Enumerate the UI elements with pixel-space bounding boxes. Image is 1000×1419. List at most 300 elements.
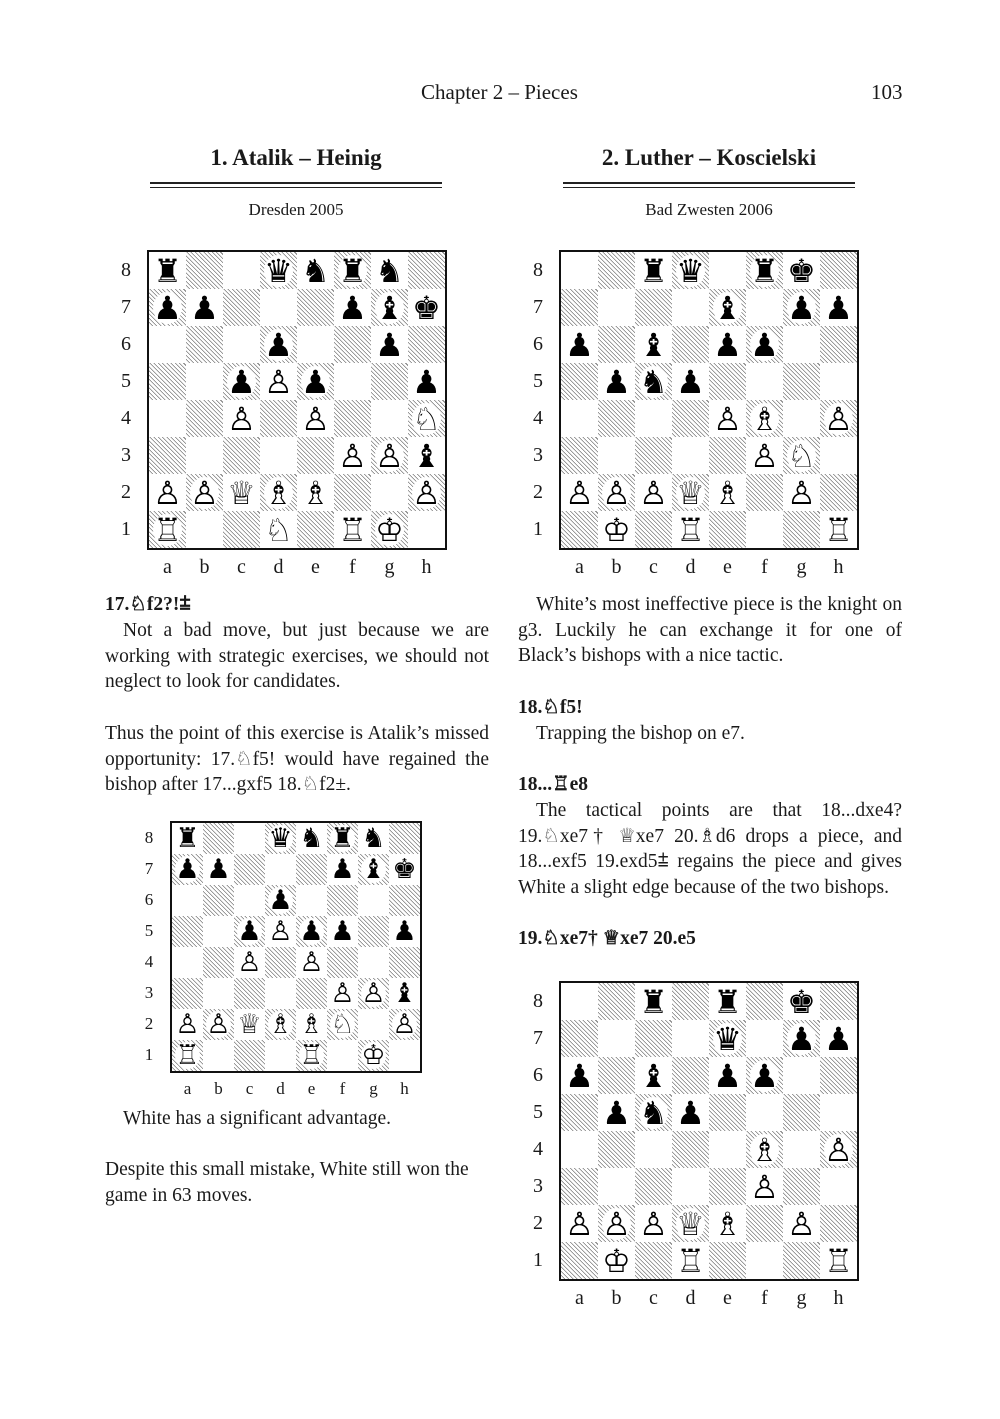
white-pawn-icon: ♙ <box>392 1009 417 1040</box>
black-bishop-icon: ♝ <box>639 325 668 364</box>
rank-label: 3 <box>121 443 131 466</box>
black-knight-icon: ♞ <box>639 1093 668 1132</box>
white-pawn-icon: ♙ <box>268 916 293 947</box>
file-label: e <box>307 1079 316 1098</box>
file-label: c <box>245 1079 254 1098</box>
file-label: e <box>311 556 320 578</box>
white-pawn-icon: ♙ <box>153 473 182 512</box>
square-b1 <box>186 511 223 548</box>
file-label: d <box>685 1287 696 1309</box>
square-a1 <box>561 1242 598 1279</box>
file-label: g <box>369 1079 378 1098</box>
square-g1 <box>783 511 820 548</box>
square-d4 <box>260 400 297 437</box>
black-rook-icon: ♜ <box>175 823 200 854</box>
white-bishop-icon: ♗ <box>264 473 293 512</box>
square-b6 <box>598 1057 635 1094</box>
file-label: g <box>796 556 807 578</box>
white-king-icon: ♔ <box>361 1040 386 1071</box>
rank-label: 7 <box>144 859 154 879</box>
move-heading-18-black: 18...♖e8 <box>518 774 589 795</box>
square-a3 <box>172 978 203 1009</box>
square-c1 <box>635 1242 672 1279</box>
white-rook-icon: ♖ <box>153 510 182 549</box>
square-c7 <box>635 289 672 326</box>
white-knight-icon: ♘ <box>330 1009 355 1040</box>
file-label: h <box>421 556 432 578</box>
file-label: f <box>761 556 768 578</box>
square-h2 <box>820 1205 857 1242</box>
square-g4 <box>358 947 389 978</box>
square-c7 <box>635 1020 672 1057</box>
black-bishop-icon: ♝ <box>412 436 441 475</box>
black-pawn-icon: ♟ <box>713 1056 742 1095</box>
game1-rule <box>150 182 442 184</box>
square-c1 <box>223 511 260 548</box>
square-g2 <box>358 1009 389 1040</box>
rank-label: 5 <box>533 369 543 392</box>
square-a3 <box>561 437 598 474</box>
square-d7 <box>672 1020 709 1057</box>
square-c1 <box>635 511 672 548</box>
black-rook-icon: ♜ <box>639 251 668 290</box>
black-queen-icon: ♛ <box>676 251 705 290</box>
square-e8 <box>709 252 746 289</box>
page-number: 103 <box>871 80 903 104</box>
black-knight-icon: ♞ <box>301 251 330 290</box>
square-d4 <box>265 947 296 978</box>
square-e5 <box>709 363 746 400</box>
file-label: a <box>575 1287 584 1309</box>
rank-label: 7 <box>121 295 131 318</box>
square-h8 <box>820 983 857 1020</box>
black-pawn-icon: ♟ <box>787 1019 816 1058</box>
file-label: a <box>163 556 172 578</box>
square-b6 <box>203 885 234 916</box>
black-pawn-icon: ♟ <box>750 325 779 364</box>
square-b8 <box>598 983 635 1020</box>
square-h8 <box>408 252 445 289</box>
white-bishop-icon: ♗ <box>713 1204 742 1243</box>
square-a3 <box>149 437 186 474</box>
square-e3 <box>709 1168 746 1205</box>
white-queen-icon: ♕ <box>676 1204 705 1243</box>
square-d7 <box>260 289 297 326</box>
rank-label: 2 <box>533 480 543 503</box>
square-c1 <box>234 1040 265 1071</box>
square-d3 <box>672 1168 709 1205</box>
black-pawn-icon: ♟ <box>338 288 367 327</box>
rank-label: 1 <box>533 517 543 540</box>
square-c7 <box>234 854 265 885</box>
square-g2 <box>371 474 408 511</box>
rank-label: 6 <box>144 890 154 910</box>
game1-place: Dresden 2005 <box>248 200 344 219</box>
file-label: a <box>575 556 584 578</box>
white-bishop-icon: ♗ <box>268 1009 293 1040</box>
square-f5 <box>334 363 371 400</box>
rank-label: 5 <box>144 921 154 941</box>
white-pawn-icon: ♙ <box>206 1009 231 1040</box>
black-bishop-icon: ♝ <box>713 288 742 327</box>
black-pawn-icon: ♟ <box>392 916 417 947</box>
square-f5 <box>746 1094 783 1131</box>
black-bishop-icon: ♝ <box>375 288 404 327</box>
rank-label: 6 <box>533 332 543 355</box>
white-pawn-icon: ♙ <box>237 947 262 978</box>
file-label: h <box>833 1287 844 1309</box>
black-pawn-icon: ♟ <box>190 288 219 327</box>
square-a5 <box>172 916 203 947</box>
black-pawn-icon: ♟ <box>676 362 705 401</box>
chessboard <box>559 250 859 550</box>
white-pawn-icon: ♙ <box>639 473 668 512</box>
square-b3 <box>598 437 635 474</box>
square-e3 <box>709 437 746 474</box>
black-knight-icon: ♞ <box>639 362 668 401</box>
black-pawn-icon: ♟ <box>602 362 631 401</box>
rank-label: 2 <box>121 480 131 503</box>
rank-label: 8 <box>533 258 543 281</box>
chessboard <box>559 981 859 1281</box>
square-f6 <box>334 326 371 363</box>
white-pawn-icon: ♙ <box>375 436 404 475</box>
chessboard <box>170 821 422 1073</box>
square-b6 <box>186 326 223 363</box>
file-label: c <box>649 1287 658 1309</box>
file-label: b <box>199 556 210 578</box>
white-knight-icon: ♘ <box>264 510 293 549</box>
square-b3 <box>203 978 234 1009</box>
rank-label: 3 <box>533 1174 543 1197</box>
black-queen-icon: ♛ <box>264 251 293 290</box>
rank-label: 4 <box>144 952 154 972</box>
square-e7 <box>296 854 327 885</box>
square-h8 <box>389 823 420 854</box>
square-a8 <box>561 983 598 1020</box>
square-g6 <box>783 1057 820 1094</box>
black-pawn-icon: ♟ <box>602 1093 631 1132</box>
square-d4 <box>672 1131 709 1168</box>
square-g1 <box>783 1242 820 1279</box>
square-e1 <box>297 511 334 548</box>
file-label: b <box>214 1079 223 1098</box>
file-label: f <box>339 1079 346 1098</box>
white-bishop-icon: ♗ <box>299 1009 324 1040</box>
rank-label: 5 <box>533 1100 543 1123</box>
square-b4 <box>598 400 635 437</box>
file-label: f <box>349 556 356 578</box>
rank-label: 7 <box>533 1026 543 1049</box>
square-g6 <box>358 885 389 916</box>
black-pawn-icon: ♟ <box>713 325 742 364</box>
square-f2 <box>746 474 783 511</box>
square-d6 <box>672 1057 709 1094</box>
black-pawn-icon: ♟ <box>330 916 355 947</box>
white-pawn-icon: ♙ <box>330 978 355 1009</box>
white-pawn-icon: ♙ <box>264 362 293 401</box>
black-rook-icon: ♜ <box>750 251 779 290</box>
white-king-icon: ♔ <box>375 510 404 549</box>
file-label: b <box>611 1287 622 1309</box>
square-g3 <box>783 1168 820 1205</box>
chapter-title: Chapter 2 – Pieces <box>421 80 578 104</box>
square-a5 <box>561 363 598 400</box>
square-f2 <box>334 474 371 511</box>
white-bishop-icon: ♗ <box>713 473 742 512</box>
file-label: d <box>273 556 284 578</box>
square-g5 <box>783 1094 820 1131</box>
square-b4 <box>598 1131 635 1168</box>
square-f7 <box>746 1020 783 1057</box>
square-b4 <box>203 947 234 978</box>
square-g4 <box>783 400 820 437</box>
white-queen-icon: ♕ <box>676 473 705 512</box>
square-e1 <box>709 1242 746 1279</box>
square-h3 <box>820 1168 857 1205</box>
rank-label: 3 <box>144 983 154 1003</box>
white-pawn-icon: ♙ <box>227 399 256 438</box>
white-bishop-icon: ♗ <box>750 399 779 438</box>
square-c7 <box>223 289 260 326</box>
square-f8 <box>746 983 783 1020</box>
white-pawn-icon: ♙ <box>750 436 779 475</box>
square-e5 <box>709 1094 746 1131</box>
black-rook-icon: ♜ <box>713 982 742 1021</box>
game2-place: Bad Zwesten 2006 <box>645 200 773 219</box>
square-g4 <box>783 1131 820 1168</box>
square-g6 <box>783 326 820 363</box>
rank-label: 6 <box>121 332 131 355</box>
square-b8 <box>598 252 635 289</box>
white-pawn-icon: ♙ <box>412 473 441 512</box>
square-f2 <box>746 1205 783 1242</box>
rank-label: 5 <box>121 369 131 392</box>
square-g4 <box>371 400 408 437</box>
square-h5 <box>820 1094 857 1131</box>
black-pawn-icon: ♟ <box>750 1056 779 1095</box>
square-g5 <box>371 363 408 400</box>
black-bishop-icon: ♝ <box>361 854 386 885</box>
white-queen-icon: ♕ <box>227 473 256 512</box>
white-rook-icon: ♖ <box>338 510 367 549</box>
white-rook-icon: ♖ <box>175 1040 200 1071</box>
square-d7 <box>265 854 296 885</box>
square-f4 <box>327 947 358 978</box>
square-h4 <box>389 947 420 978</box>
rank-label: 1 <box>533 1248 543 1271</box>
square-d7 <box>672 289 709 326</box>
square-h6 <box>408 326 445 363</box>
square-a3 <box>561 1168 598 1205</box>
square-f4 <box>334 400 371 437</box>
square-h6 <box>820 326 857 363</box>
file-label: a <box>183 1079 192 1098</box>
file-label: d <box>685 556 696 578</box>
black-pawn-icon: ♟ <box>676 1093 705 1132</box>
black-rook-icon: ♜ <box>330 823 355 854</box>
game2-rule <box>563 182 855 184</box>
white-bishop-icon: ♗ <box>750 1130 779 1169</box>
square-a4 <box>149 400 186 437</box>
black-bishop-icon: ♝ <box>639 1056 668 1095</box>
square-d3 <box>260 437 297 474</box>
rank-label: 1 <box>144 1045 154 1065</box>
file-label: g <box>796 1287 807 1309</box>
move-heading-19: 19.♘xe7† ♕xe7 20.e5 <box>518 928 696 949</box>
white-pawn-icon: ♙ <box>301 399 330 438</box>
square-a4 <box>561 1131 598 1168</box>
white-rook-icon: ♖ <box>824 1241 853 1280</box>
game1-paragraph-2: Thus the point of this exercise is Atalik’s missed opportunity: 17.♘f5! would have regained the bishop after 17...gxf5 18.♘f2±. <box>105 723 489 795</box>
file-label: c <box>237 556 246 578</box>
chessboard <box>147 250 447 550</box>
square-f1 <box>746 1242 783 1279</box>
square-d3 <box>672 437 709 474</box>
black-knight-icon: ♞ <box>375 251 404 290</box>
white-rook-icon: ♖ <box>824 510 853 549</box>
white-pawn-icon: ♙ <box>639 1204 668 1243</box>
square-d6 <box>672 326 709 363</box>
square-e6 <box>297 326 334 363</box>
game2-paragraph-3: The tactical points are that 18...dxe4? 19.♘xe7† ♕xe7 20.♗d6 drops a piece, and 18...exf5 19.exd5⩲ regains the piece and gives White a slight edge because of the two bishops. <box>518 800 902 898</box>
black-king-icon: ♚ <box>787 251 816 290</box>
black-pawn-icon: ♟ <box>824 1019 853 1058</box>
rank-label: 8 <box>144 828 154 848</box>
game2-paragraph-1: White’s most ineffective piece is the knight on g3. Luckily he can exchange it for one of Black’s bishops with a nice tactic. <box>518 594 902 666</box>
square-f6 <box>327 885 358 916</box>
white-king-icon: ♔ <box>602 510 631 549</box>
black-pawn-icon: ♟ <box>206 854 231 885</box>
square-a4 <box>561 400 598 437</box>
square-f1 <box>746 511 783 548</box>
white-rook-icon: ♖ <box>676 1241 705 1280</box>
square-e6 <box>296 885 327 916</box>
square-b8 <box>186 252 223 289</box>
square-e3 <box>297 437 334 474</box>
game1-paragraph-3: Despite this small mistake, White still won the game in 63 moves. <box>105 1159 469 1206</box>
rank-label: 4 <box>533 1137 543 1160</box>
square-c6 <box>223 326 260 363</box>
black-pawn-icon: ♟ <box>299 916 324 947</box>
black-queen-icon: ♛ <box>713 1019 742 1058</box>
square-c3 <box>223 437 260 474</box>
square-b1 <box>203 1040 234 1071</box>
square-h3 <box>820 437 857 474</box>
square-b7 <box>598 289 635 326</box>
square-a1 <box>561 511 598 548</box>
move-heading-17: 17.♘f2?!⩲ <box>105 594 191 615</box>
black-pawn-icon: ♟ <box>824 288 853 327</box>
black-pawn-icon: ♟ <box>301 362 330 401</box>
black-pawn-icon: ♟ <box>227 362 256 401</box>
black-knight-icon: ♞ <box>299 823 324 854</box>
black-bishop-icon: ♝ <box>392 978 417 1009</box>
square-e4 <box>709 1131 746 1168</box>
game1-rule-thin <box>150 187 442 188</box>
square-b8 <box>203 823 234 854</box>
white-knight-icon: ♘ <box>412 399 441 438</box>
square-c8 <box>234 823 265 854</box>
white-bishop-icon: ♗ <box>301 473 330 512</box>
black-pawn-icon: ♟ <box>175 854 200 885</box>
square-h1 <box>408 511 445 548</box>
square-a7 <box>561 1020 598 1057</box>
game1-title: 1. Atalik – Heinig <box>210 145 382 170</box>
move-heading-18: 18.♘f5! <box>518 697 583 718</box>
square-a7 <box>561 289 598 326</box>
white-rook-icon: ♖ <box>676 510 705 549</box>
white-pawn-icon: ♙ <box>299 947 324 978</box>
square-d1 <box>265 1040 296 1071</box>
square-a6 <box>149 326 186 363</box>
square-a6 <box>172 885 203 916</box>
black-king-icon: ♚ <box>392 854 417 885</box>
square-c3 <box>635 437 672 474</box>
square-d3 <box>265 978 296 1009</box>
black-pawn-icon: ♟ <box>264 325 293 364</box>
square-e3 <box>296 978 327 1009</box>
black-king-icon: ♚ <box>787 982 816 1021</box>
file-label: e <box>723 556 732 578</box>
square-a8 <box>561 252 598 289</box>
black-king-icon: ♚ <box>412 288 441 327</box>
square-b7 <box>598 1020 635 1057</box>
black-rook-icon: ♜ <box>639 982 668 1021</box>
rank-label: 6 <box>533 1063 543 1086</box>
square-h6 <box>389 885 420 916</box>
file-label: d <box>276 1079 285 1098</box>
square-g5 <box>358 916 389 947</box>
square-e7 <box>297 289 334 326</box>
square-c8 <box>223 252 260 289</box>
file-label: g <box>384 556 395 578</box>
white-pawn-icon: ♙ <box>602 473 631 512</box>
square-b6 <box>598 326 635 363</box>
square-a4 <box>172 947 203 978</box>
square-h8 <box>820 252 857 289</box>
black-pawn-icon: ♟ <box>565 325 594 364</box>
black-queen-icon: ♛ <box>268 823 293 854</box>
game2-rule-thin <box>563 187 855 188</box>
black-pawn-icon: ♟ <box>565 1056 594 1095</box>
black-rook-icon: ♜ <box>338 251 367 290</box>
rank-label: 1 <box>121 517 131 540</box>
square-f7 <box>746 289 783 326</box>
white-pawn-icon: ♙ <box>713 399 742 438</box>
game2-title: 2. Luther – Koscielski <box>601 145 817 170</box>
square-b5 <box>203 916 234 947</box>
file-label: h <box>833 556 844 578</box>
square-h6 <box>820 1057 857 1094</box>
white-pawn-icon: ♙ <box>750 1167 779 1206</box>
square-g5 <box>783 363 820 400</box>
square-c4 <box>635 1131 672 1168</box>
black-pawn-icon: ♟ <box>787 288 816 327</box>
rank-label: 4 <box>533 406 543 429</box>
white-pawn-icon: ♙ <box>787 473 816 512</box>
rank-label: 8 <box>121 258 131 281</box>
white-pawn-icon: ♙ <box>824 399 853 438</box>
square-b4 <box>186 400 223 437</box>
white-pawn-icon: ♙ <box>565 473 594 512</box>
black-pawn-icon: ♟ <box>330 854 355 885</box>
square-b5 <box>186 363 223 400</box>
file-label: b <box>611 556 622 578</box>
game2-paragraph-2: Trapping the bishop on e7. <box>536 723 745 744</box>
white-pawn-icon: ♙ <box>175 1009 200 1040</box>
square-c6 <box>234 885 265 916</box>
